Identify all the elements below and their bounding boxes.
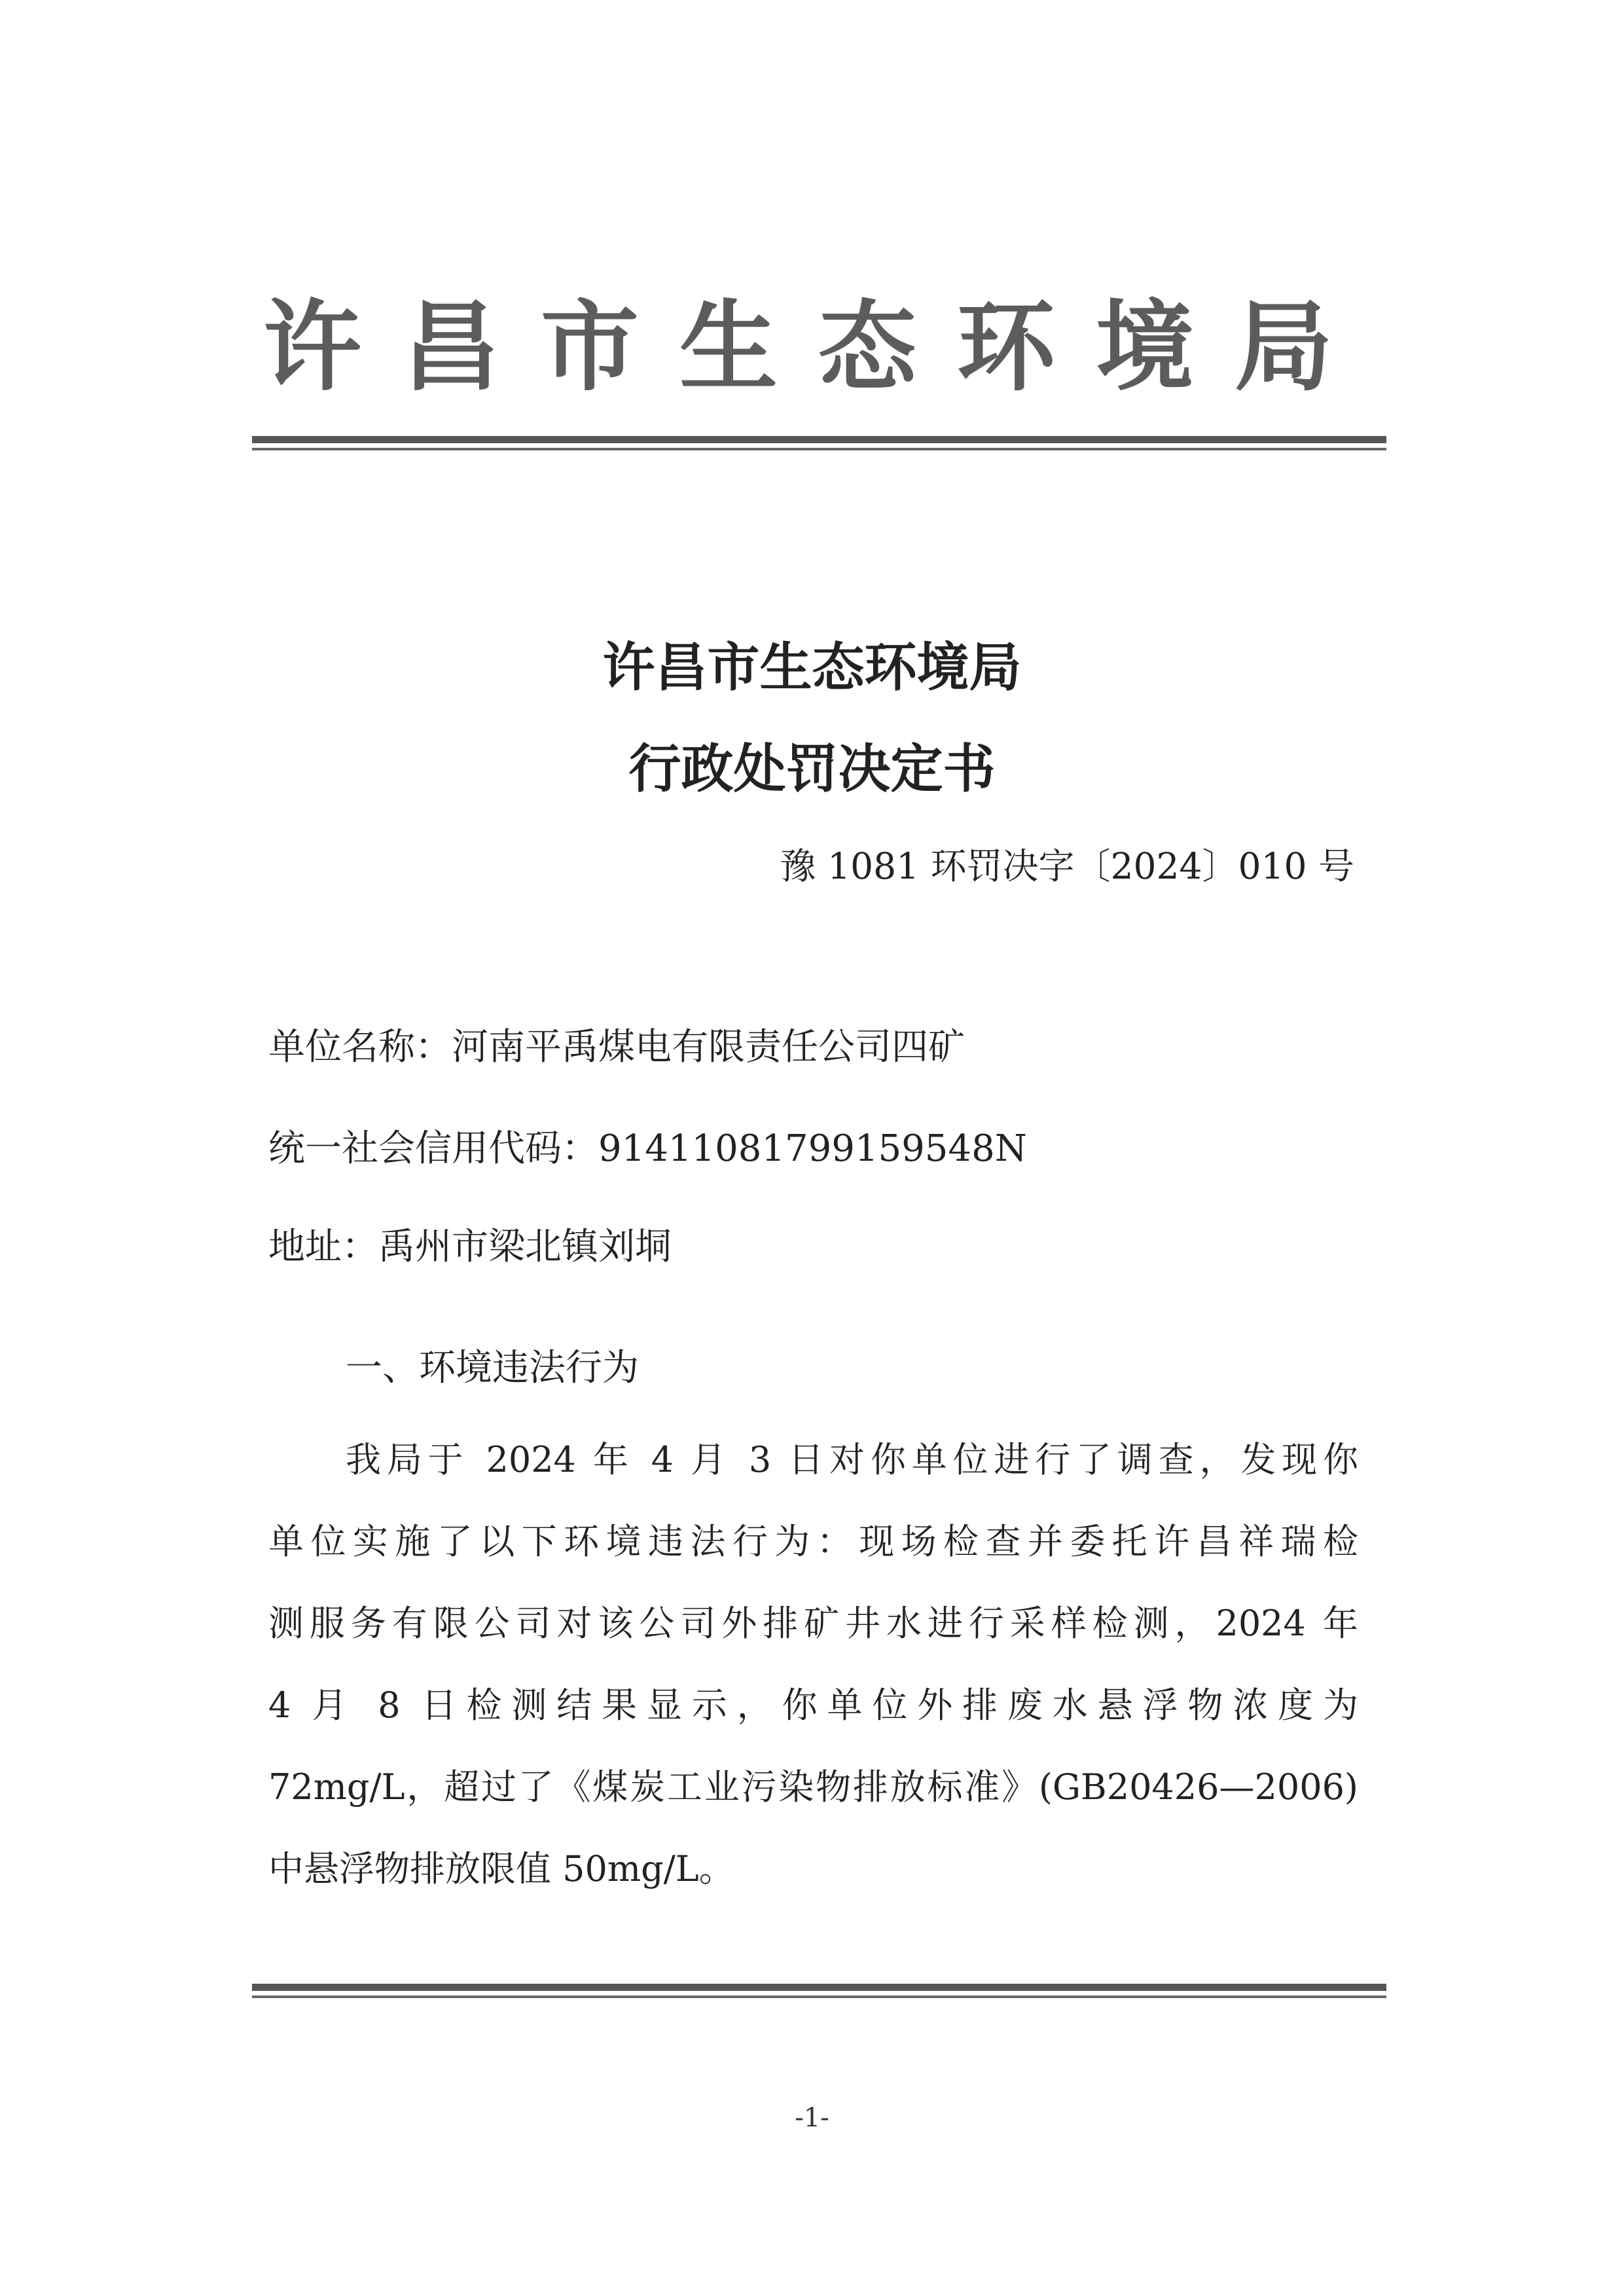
- credit-code-field: 统一社会信用代码：91411081799159548N: [268, 1127, 1027, 1170]
- section-heading-violation: 一、环境违法行为: [346, 1347, 639, 1389]
- paragraph-line: 72mg/L，超过了《煤炭工业污染物排放标准》(GB20426—2006): [268, 1766, 1358, 1808]
- unit-name-field: 单位名称：河南平禹煤电有限责任公司四矿: [268, 1026, 965, 1068]
- letterhead-agency-name: 许昌市生态环境局: [262, 289, 1373, 405]
- document-number: 豫 1081 环罚决字〔2024〕010 号: [780, 845, 1354, 887]
- paragraph-line: 中悬浮物排放限值 50mg/L。: [268, 1848, 734, 1889]
- paragraph-line: 4 月 8 日检测结果显示，你单位外排废水悬浮物浓度为: [268, 1685, 1358, 1726]
- paragraph-line: 我局于 2024 年 4 月 3 日对你单位进行了调查，发现你: [346, 1439, 1358, 1480]
- address-field: 地址：禹州市梁北镇刘垌: [268, 1226, 672, 1268]
- footer-divider: [252, 1984, 1386, 1998]
- paragraph-line: 测服务有限公司对该公司外排矿井水进行采样检测，2024 年: [268, 1603, 1358, 1644]
- page-number: -1-: [795, 2103, 829, 2133]
- document-title-agency: 许昌市生态环境局: [602, 637, 1022, 698]
- paragraph-line: 单位实施了以下环境违法行为：现场检查并委托许昌祥瑞检: [268, 1521, 1358, 1562]
- letterhead-divider: [252, 436, 1386, 450]
- document-title-type: 行政处罚决定书: [628, 738, 996, 799]
